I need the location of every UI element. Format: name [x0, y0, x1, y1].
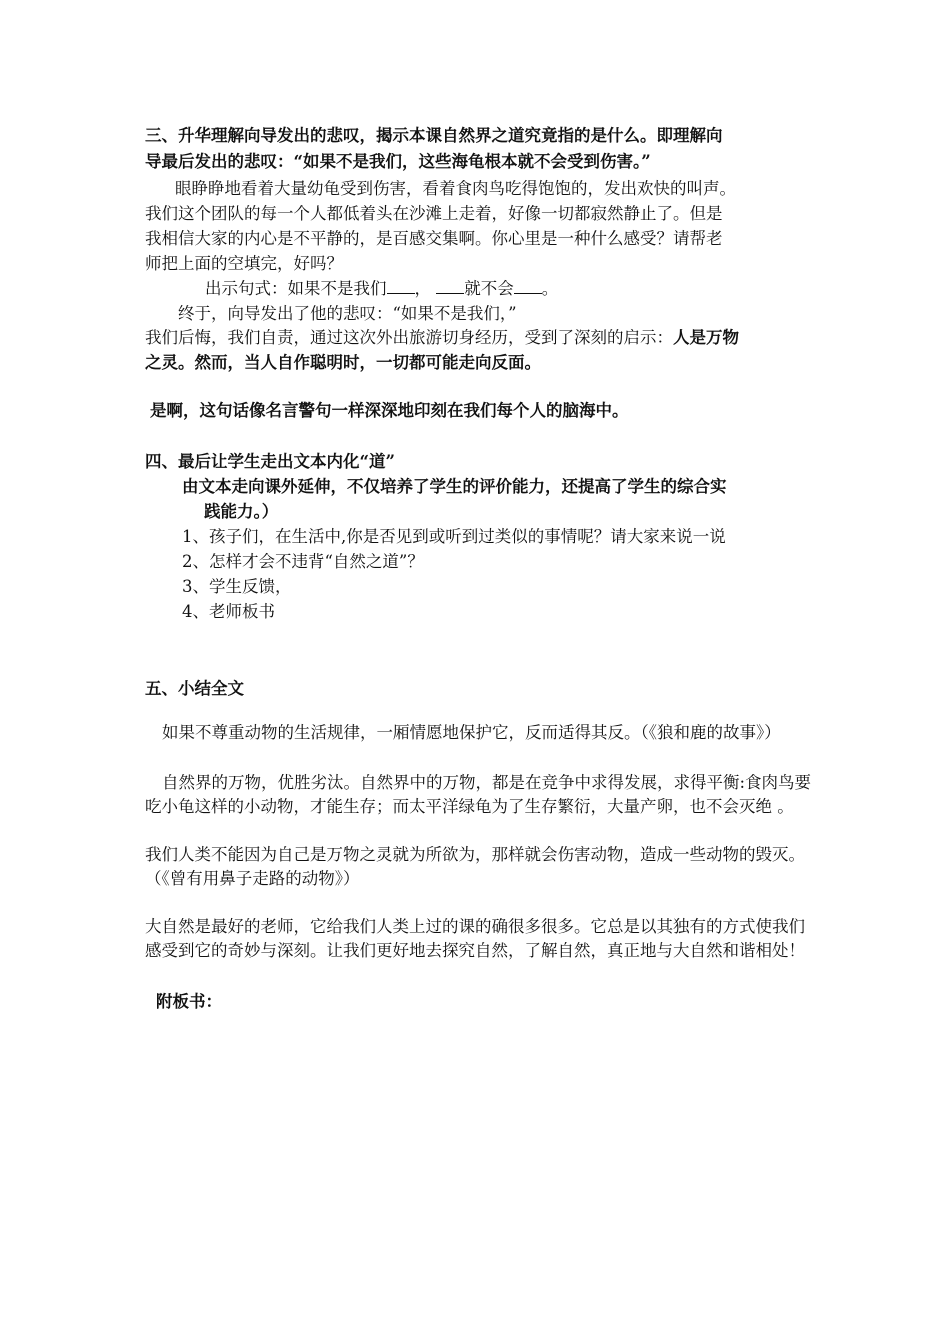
list-item: 1、孩子们，在生活中,你是否见到或听到过类似的事情呢？请大家来说一说 — [182, 527, 726, 546]
summary-paragraph-4-line1: 大自然是最好的老师，它给我们人类上过的课的确很多很多。它总是以其独有的方式使我们 — [145, 917, 805, 936]
fill-blank-1 — [387, 279, 415, 294]
regret-line1 — [145, 326, 739, 350]
sentence-pattern-end: 。 — [541, 279, 559, 298]
summary-paragraph-3-line1: 我们人类不能因为自己是万物之灵就为所欲为，那样就会伤害动物，造成一些动物的毁灭。 — [145, 845, 805, 864]
summary-paragraph-2-line2: 吃小龟这样的小动物，才能生存；而太平洋绿龟为了生存繁衍，大量产卵，也不会灭绝 。 — [145, 797, 794, 816]
fill-blank-2 — [436, 279, 464, 294]
summary-paragraph-1: 如果不尊重动物的生活规律，一厢情愿地保护它，反而适得其反。（《狼和鹿的故事》） — [162, 723, 781, 742]
summary-paragraph-4-line2: 感受到它的奇妙与深刻。让我们更好地去探究自然，了解自然，真正地与大自然和谐相处！ — [145, 941, 805, 960]
section3-paragraph-line4: 师把上面的空填完，好吗？ — [145, 254, 343, 273]
section3-paragraph-line2: 我们这个团队的每一个人都低着头在沙滩上走着，好像一切都寂然静止了。但是 — [145, 204, 723, 223]
sentence-pattern — [205, 277, 558, 301]
section3-heading-line1: 三、升华理解向导发出的悲叹，揭示本课自然界之道究竟指的是什么。即理解向 — [145, 126, 723, 145]
summary-paragraph-2-line1: 自然界的万物，优胜劣汰。自然界中的万物，都是在竞争中求得发展，求得平衡:食肉鸟要 — [162, 773, 812, 792]
list-item: 3、学生反馈， — [182, 577, 292, 596]
motto-line: 是啊，这句话像名言警句一样深深地印刻在我们每个人的脑海中。 — [150, 401, 629, 420]
appendix-board-label: 附板书： — [156, 992, 222, 1011]
section3-paragraph-line1: 眼睁睁地看着大量幼龟受到伤害，看着食肉鸟吃得饱饱的，发出欢快的叫声。 — [175, 179, 736, 198]
section5-heading: 五、小结全文 — [145, 679, 244, 698]
fill-blank-3 — [514, 279, 542, 294]
list-item: 2、怎样才会不违背“自然之道”？ — [182, 552, 424, 571]
revelation-bold-line2: 之灵。然而，当人自作聪明时，一切都可能走向反面。 — [145, 353, 541, 372]
section3-paragraph-line3: 我相信大家的内心是不平静的，是百感交集啊。你心里是一种什么感受？请帮老 — [145, 229, 723, 248]
guide-sigh-line: 终于，向导发出了他的悲叹：“如果不是我们，” — [178, 304, 517, 323]
section4-note-line1: 由文本走向课外延伸，不仅培养了学生的评价能力，还提高了学生的综合实 — [182, 477, 727, 496]
sentence-pattern-start: 出示句式：如果不是我们 — [205, 279, 387, 298]
list-item: 4、老师板书 — [182, 602, 275, 621]
section4-heading: 四、最后让学生走出文本内化“道” — [145, 452, 395, 471]
regret-text: 我们后悔，我们自责，通过这次外出旅游切身经历，受到了深刻的启示： — [145, 328, 673, 347]
sentence-pattern-comma: ， — [414, 279, 431, 298]
revelation-bold-start: 人是万物 — [673, 328, 739, 347]
section4-note-line2: 践能力。） — [204, 502, 279, 521]
sentence-pattern-middle: 就不会 — [464, 279, 514, 298]
section3-heading-line2: 导最后发出的悲叹：“如果不是我们，这些海龟根本就不会受到伤害。” — [145, 152, 651, 171]
summary-paragraph-3-line2: （《曾有用鼻子走路的动物》） — [145, 869, 360, 888]
